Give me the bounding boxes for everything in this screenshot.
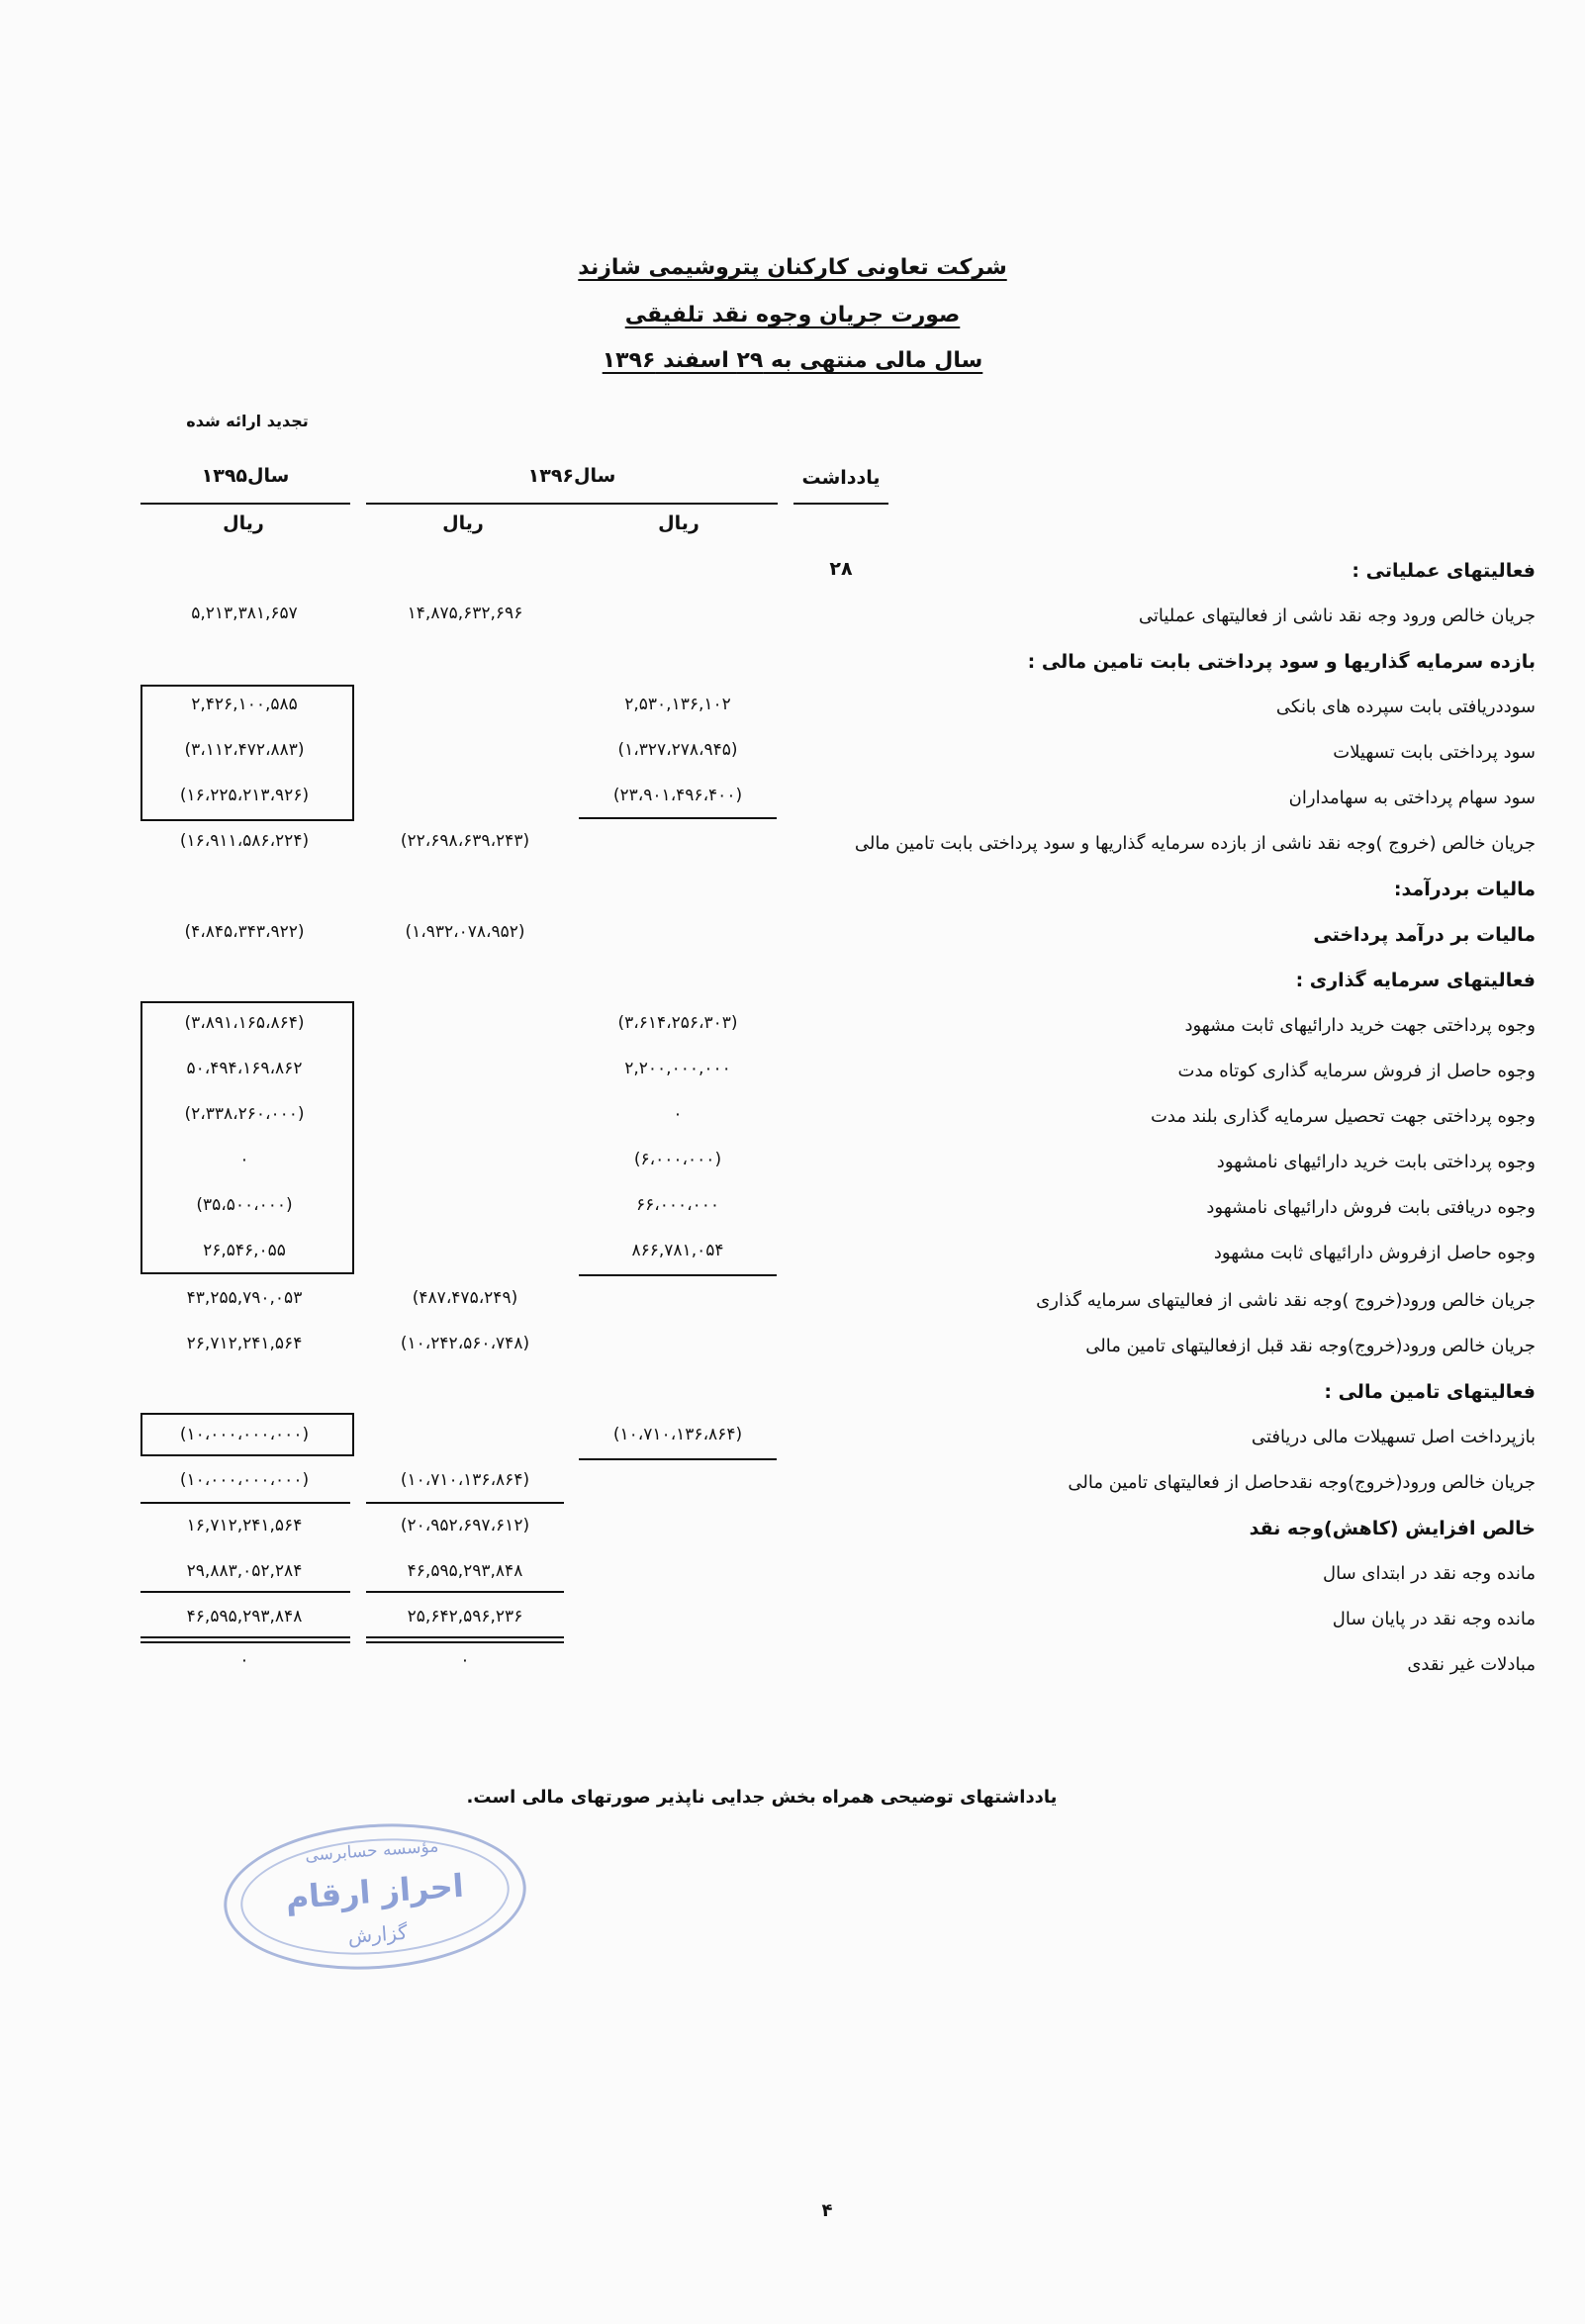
value-1395: (۳،۸۹۱،۱۶۵،۸۶۴) <box>184 1013 305 1033</box>
label-closing-cash: مانده وجه نقد در پایان سال <box>1332 1609 1536 1629</box>
double-rule-bottom <box>140 1641 350 1643</box>
stamp-line-2: احراز ارقام <box>284 1866 465 1917</box>
detail-box-1395 <box>140 685 354 821</box>
currency-header-col2: ریال <box>442 512 484 534</box>
value-detail-1396: (۶،۰۰۰،۰۰۰) <box>633 1150 722 1169</box>
total-rule <box>140 1502 350 1504</box>
value-1396: (۱،۹۳۲،۰۷۸،۹۵۲) <box>405 922 525 942</box>
label-net-before-financing: جریان خالص ورود(خروج)وجه نقد قبل ازفعالیتهای تامین مالی <box>1085 1336 1536 1356</box>
value-1395: (۳،۱۱۲،۴۷۲،۸۸۳) <box>184 740 305 760</box>
stamp-line-3: گزارش <box>346 1919 409 1948</box>
label-operating-activities: فعالیتهای عملیاتی : <box>1352 560 1536 582</box>
period-title: سال مالی منتهی به ۲۹ اسفند ۱۳۹۶ <box>602 348 983 373</box>
currency-header-col1: ریال <box>658 512 699 534</box>
value-1396: ۴۶,۵۹۵,۲۹۳,۸۴۸ <box>407 1561 523 1581</box>
label-investment-returns: بازده سرمایه گذاریها و سود پرداختی بابت تامین مالی : <box>1027 651 1536 673</box>
label-financing-activities: فعالیتهای تامین مالی : <box>1324 1381 1536 1403</box>
value-1396: (۴۸۷،۴۷۵،۲۴۹) <box>412 1288 518 1308</box>
value-1395: ۵۰،۴۹۴،۱۶۹،۸۶۲ <box>186 1059 303 1078</box>
value-detail-1396: ۲,۲۰۰,۰۰۰,۰۰۰ <box>624 1059 731 1078</box>
value-1395: (۳۵،۵۰۰،۰۰۰) <box>196 1195 293 1215</box>
label-income-tax-paid: مالیات بر درآمد پرداختی <box>1313 924 1536 946</box>
footnote: یادداشتهای توضیحی همراه بخش جدایی ناپذیر صورتهای مالی است. <box>466 1787 1058 1808</box>
label-non-cash-transactions: مبادلات غیر نقدی <box>1407 1654 1536 1675</box>
detail-box-1395 <box>140 1413 354 1456</box>
value-detail-1396: ۰ <box>673 1104 683 1124</box>
value-1395: ۲,۴۲۶,۱۰۰,۵۸۵ <box>191 695 298 714</box>
label-short-term-investment-sale: وجوه حاصل از فروش سرمایه گذاری کوتاه مدت <box>1177 1061 1536 1081</box>
label-net-investment-returns: جریان خالص (خروج )وجه نقد ناشی از بازده سرمایه گذاریها و سود پرداختی بابت تامین مالی <box>854 833 1536 854</box>
label-intangible-sale: وجوه دریافتی بابت فروش دارائیهای نامشهود <box>1206 1197 1536 1218</box>
year-1395-header: سال۱۳۹۵ <box>201 465 290 487</box>
label-bank-interest-received: سوددریافتی بابت سپرده های بانکی <box>1275 697 1536 717</box>
note-column-header: یادداشت <box>801 467 881 489</box>
value-1395: ۰ <box>239 1650 249 1670</box>
value-1395: (۲،۳۳۸،۲۶۰،۰۰۰) <box>184 1104 305 1124</box>
label-ppe-sale: وجوه حاصل ازفروش دارائیهای ثابت مشهود <box>1213 1243 1536 1263</box>
value-detail-1396: ۶۶،۰۰۰،۰۰۰ <box>635 1195 720 1215</box>
value-1396: (۱۰،۷۱۰،۱۳۶،۸۶۴) <box>400 1470 530 1490</box>
subtotal-rule <box>579 1274 777 1276</box>
value-1395: (۱۰،۰۰۰،۰۰۰،۰۰۰) <box>179 1470 310 1490</box>
label-interest-paid: سود پرداختی بابت تسهیلات <box>1333 742 1536 763</box>
value-1395: ۲۶,۷۱۲,۲۴۱,۵۶۴ <box>186 1334 303 1353</box>
note-header-rule <box>793 503 888 505</box>
restated-label: تجدید ارائه شده <box>186 412 309 430</box>
value-1395: ۵,۲۱۳,۳۸۱,۶۵۷ <box>191 604 298 623</box>
label-net-financing-flow: جریان خالص ورود(خروج)وجه نقدحاصل از فعالیتهای تامین مالی <box>1068 1472 1536 1493</box>
label-ppe-purchase: وجوه پرداختی جهت خرید دارائیهای ثابت مشهود <box>1184 1015 1536 1036</box>
year-1396-rule <box>366 503 778 505</box>
label-long-term-investment: وجوه پرداختی جهت تحصیل سرمایه گذاری بلند مدت <box>1150 1106 1536 1127</box>
year-1395-rule <box>140 503 350 505</box>
value-1396: (۱۰،۲۴۲،۵۶۰،۷۴۸) <box>400 1334 530 1353</box>
value-detail-1396: ۲,۵۳۰,۱۳۶,۱۰۲ <box>624 695 731 714</box>
year-1396-header: سال۱۳۹۶ <box>527 465 616 487</box>
double-rule-top <box>140 1636 350 1638</box>
detail-box-1395 <box>140 1001 354 1274</box>
value-1395: ۲۹,۸۸۳,۰۵۲,۲۸۴ <box>186 1561 303 1581</box>
value-1395: (۱۶،۹۱۱،۵۸۶،۲۲۴) <box>179 831 310 851</box>
company-title: شرکت تعاونی کارکنان پتروشیمی شازند <box>578 255 1007 280</box>
value-1395: ۴۳,۲۵۵,۷۹۰,۰۵۳ <box>186 1288 303 1308</box>
value-1395: (۴،۸۴۵،۳۴۳،۹۲۲) <box>184 922 305 942</box>
subtotal-rule <box>579 817 777 819</box>
total-rule <box>366 1591 564 1593</box>
auditor-stamp <box>219 1814 530 1980</box>
label-opening-cash: مانده وجه نقد در ابتدای سال <box>1323 1563 1536 1584</box>
total-rule <box>140 1591 350 1593</box>
label-investing-activities: فعالیتهای سرمایه گذاری : <box>1295 970 1536 991</box>
label-loan-repayment: بازپرداخت اصل تسهیلات مالی دریافتی <box>1251 1427 1536 1447</box>
value-1395: ۴۶,۵۹۵,۲۹۳,۸۴۸ <box>186 1607 303 1627</box>
value-detail-1396: (۱،۳۲۷،۲۷۸،۹۴۵) <box>617 740 738 760</box>
currency-header-col3: ریال <box>223 512 264 534</box>
label-income-tax-section: مالیات بردرآمد: <box>1393 879 1536 900</box>
label-net-change-cash: خالص افزایش (کاهش)وجه نقد <box>1249 1518 1536 1539</box>
statement-title: صورت جریان وجوه نقد تلفیقی <box>624 303 961 327</box>
value-1395: ۲۶,۵۴۶,۰۵۵ <box>203 1241 286 1260</box>
value-detail-1396: (۱۰،۷۱۰،۱۳۶،۸۶۴) <box>612 1425 743 1444</box>
value-1395: (۱۶،۲۲۵،۲۱۳،۹۲۶) <box>179 786 310 805</box>
value-1396: (۲۲،۶۹۸،۶۳۹،۲۴۳) <box>400 831 530 851</box>
value-detail-1396: ۸۶۶,۷۸۱,۰۵۴ <box>631 1241 724 1260</box>
value-1396: ۲۵,۶۴۲,۵۹۶,۲۳۶ <box>407 1607 523 1627</box>
label-dividends-paid: سود سهام پرداختی به سهامداران <box>1288 788 1536 808</box>
value-1395: ۱۶,۷۱۲,۲۴۱,۵۶۴ <box>186 1516 303 1535</box>
value-detail-1396: (۳،۶۱۴،۲۵۶،۳۰۳) <box>617 1013 738 1033</box>
subtotal-rule <box>579 1458 777 1460</box>
label-intangible-purchase: وجوه پرداختی بابت خرید دارائیهای نامشهود <box>1216 1152 1536 1172</box>
note-number: ۲۸ <box>829 558 853 580</box>
value-1395: (۱۰،۰۰۰،۰۰۰،۰۰۰) <box>179 1425 310 1444</box>
double-rule-top <box>366 1636 564 1638</box>
total-rule <box>366 1502 564 1504</box>
value-1395: ۰ <box>239 1150 249 1169</box>
value-1396: (۲۰،۹۵۲،۶۹۷،۶۱۲) <box>400 1516 530 1535</box>
label-net-investing-flow: جریان خالص ورود(خروج )وجه نقد ناشی از فعالیتهای سرمایه گذاری <box>1036 1290 1536 1311</box>
page-number: ۴ <box>821 2200 833 2221</box>
double-rule-bottom <box>366 1641 564 1643</box>
stamp-line-1: مؤسسه حسابرسی <box>304 1836 439 1866</box>
value-detail-1396: (۲۳،۹۰۱،۴۹۶،۴۰۰) <box>612 786 743 805</box>
label-net-operating-inflow: جریان خالص ورود وجه نقد ناشی از فعالیتهای عملیاتی <box>1138 605 1536 626</box>
value-1396: ۰ <box>460 1650 470 1670</box>
value-1396: ۱۴,۸۷۵,۶۳۲,۶۹۶ <box>407 604 523 623</box>
